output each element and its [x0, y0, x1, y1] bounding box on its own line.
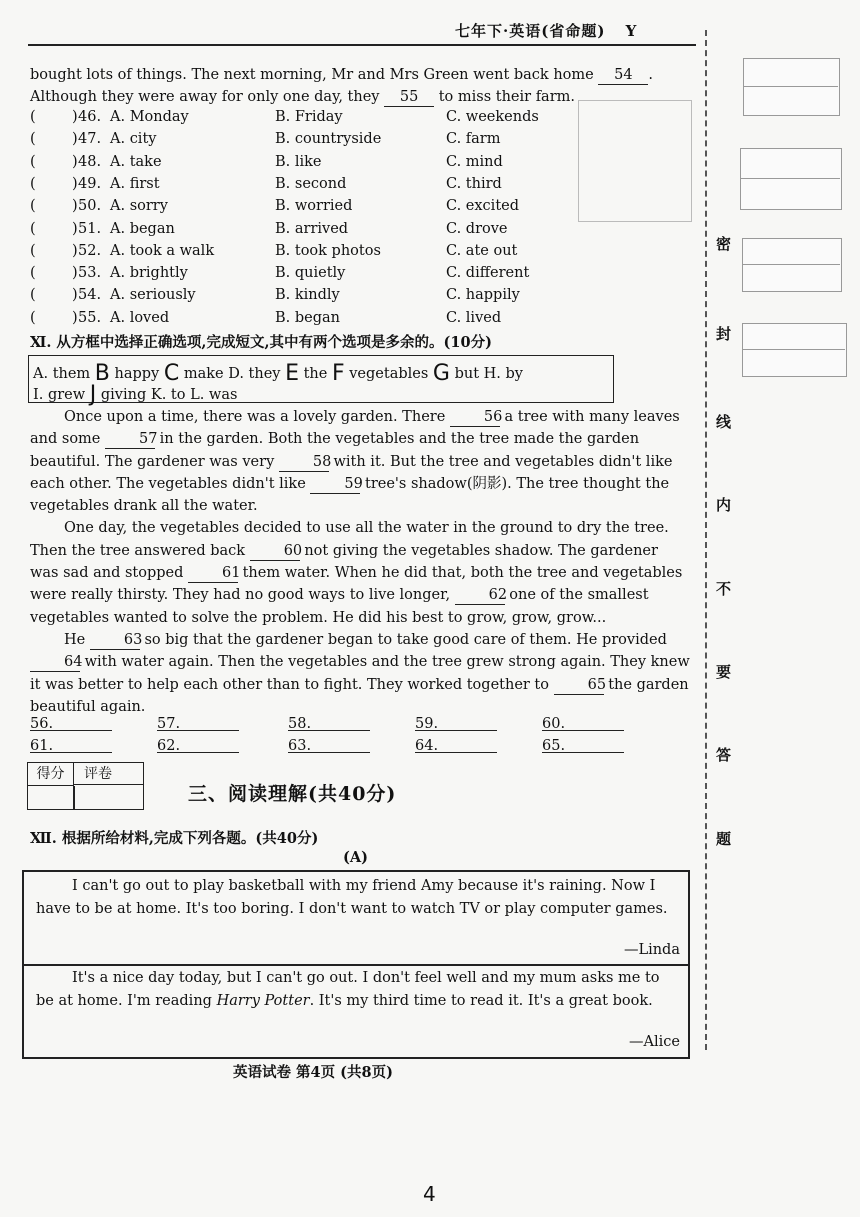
answer-paren-open[interactable]: ( [30, 309, 36, 326]
answer-paren-open[interactable]: ( [30, 198, 36, 215]
question-number: 51. [78, 220, 102, 237]
option-a: A. sorry [110, 198, 168, 215]
cloze-line1: bought lots of things. The next morning, Mr and Mrs Green went back home [30, 67, 594, 83]
question-number: 52. [78, 242, 102, 259]
header-letter: Y [625, 22, 638, 40]
score-box-divider [73, 786, 75, 809]
p2-s4: one of the smallest vegetables wanted to solve the problem. He did his best to grow, grow, grow... [30, 587, 649, 626]
score-label: 得分 [28, 763, 74, 786]
p3-s1: He [64, 631, 86, 648]
section12-sub: (A) [343, 849, 368, 866]
option-b: B. like [275, 153, 322, 170]
mc-question-row [30, 221, 590, 243]
answer-paren-close: ) [72, 220, 78, 237]
answer-paren-open[interactable]: ( [30, 153, 36, 170]
scan-artifact [578, 100, 692, 222]
question-number: 49. [78, 175, 102, 192]
p2-s2: not giving the vegetables shadow. The gardener was sad and stopped [30, 542, 658, 582]
answer-num-56: 56. [30, 716, 54, 732]
option-a: A. began [110, 220, 175, 237]
bank-f: vegetables [349, 366, 429, 382]
p1-s2: a tree with many leaves and some [30, 409, 680, 448]
answer-paren-open[interactable]: ( [30, 175, 36, 192]
answer-paren-close: ) [72, 265, 78, 282]
passage-p1 [30, 406, 690, 517]
side-info-line-3 [742, 264, 840, 265]
option-c: C. weekends [446, 109, 539, 125]
answer-paren-close: ) [72, 153, 78, 170]
bank-c: make [183, 366, 224, 382]
side-info-box-2 [740, 148, 842, 210]
alice-signature: —Alice [629, 1034, 680, 1050]
answer-line-56[interactable] [30, 716, 112, 731]
answer-num-64: 64. [415, 738, 439, 754]
blank-57[interactable]: 57 [105, 430, 155, 449]
answer-paren-close: ) [72, 175, 78, 192]
answer-paren-close: ) [72, 287, 78, 304]
answer-paren-open[interactable]: ( [30, 109, 36, 125]
side-info-box-4 [742, 323, 847, 377]
side-info-box-1 [743, 58, 840, 116]
option-b: B. quietly [275, 265, 346, 282]
side-info-line-4 [742, 349, 845, 350]
p2-s3: them water. When he did that, both the tree and vegetables were really thirsty. They had no good ways to live longer, [30, 565, 683, 604]
question-number: 47. [78, 131, 102, 148]
page-number: 4 [423, 1182, 436, 1206]
option-c: C. third [446, 175, 502, 192]
answer-paren-close: ) [72, 109, 78, 125]
p1-s4: with it. But the tree and vegetables didn't like each other. The vegetables didn't like [30, 453, 673, 492]
answer-line-57[interactable] [157, 716, 239, 731]
p2-s1: One day, the vegetables decided to use all the water in the ground to dry the tree. Then the tree answered back [30, 520, 669, 559]
answer-paren-open[interactable]: ( [30, 242, 36, 259]
score-box [27, 762, 144, 810]
answer-num-60: 60. [542, 716, 566, 732]
part3-title: 三、阅读理解(共40分) [188, 783, 397, 805]
bank-g: but [454, 366, 480, 382]
option-a: A. loved [110, 309, 170, 326]
question-number: 50. [78, 198, 102, 215]
answer-line-63[interactable] [288, 738, 370, 753]
answer-line-65[interactable] [542, 738, 624, 753]
option-a: A. brightly [110, 265, 188, 282]
seal-char: 内 [716, 496, 732, 514]
blank-65[interactable]: 65 [554, 676, 604, 695]
option-b: B. arrived [275, 220, 349, 237]
seal-char: 封 [716, 325, 732, 343]
bank-i: I. grew [33, 387, 86, 403]
linda-signature: —Linda [623, 942, 680, 958]
answer-line-58[interactable] [288, 716, 370, 731]
option-c: C. lived [446, 309, 502, 326]
p1-s1: Once upon a time, there was a lovely garden. There [64, 409, 446, 425]
option-a: A. take [110, 153, 162, 170]
answer-num-61: 61. [30, 738, 54, 754]
option-b: B. second [275, 175, 347, 192]
mc-question-row [30, 154, 590, 176]
reading-box-a [22, 870, 690, 1059]
mc-question-row [30, 198, 590, 220]
option-c: C. ate out [446, 242, 518, 259]
blank-63[interactable]: 63 [90, 631, 140, 650]
answer-num-59: 59. [415, 716, 439, 732]
answer-line-62[interactable] [157, 738, 239, 753]
passage-p2 [30, 517, 690, 628]
option-a: A. Monday [110, 109, 189, 125]
answer-paren-close: ) [72, 309, 78, 326]
answer-paren-close: ) [72, 242, 78, 259]
blank-55[interactable]: 55 [384, 88, 434, 107]
seal-char: 答 [716, 746, 732, 764]
question-number: 55. [78, 309, 102, 326]
section12-title: Ⅻ. 根据所给材料,完成下列各题。(共40分) [30, 830, 319, 847]
cloze-line2: Although they were away for only one day, they [30, 89, 380, 106]
passage [30, 406, 690, 718]
header-series [455, 20, 637, 41]
seal-char: 密 [716, 235, 732, 253]
p1-s5: tree's shadow(阴影). The tree thought the vegetables drank all the water. [30, 475, 670, 515]
seal-line [705, 30, 707, 1050]
reading-divider [24, 964, 688, 966]
bank-h: H. by [483, 366, 523, 382]
handwritten-letter-j: J [89, 382, 97, 407]
option-c: C. happily [446, 287, 520, 304]
option-b: B. kindly [275, 287, 340, 304]
option-b: B. began [275, 309, 341, 326]
alice-text [36, 967, 678, 1012]
answer-paren-open[interactable]: ( [30, 220, 36, 237]
bank-b: happy [114, 366, 160, 382]
blank-64[interactable]: 64 [30, 653, 80, 672]
option-a: A. took a walk [110, 242, 215, 259]
seal-char: 线 [716, 413, 732, 431]
mc-question-row [30, 131, 590, 153]
alice-text-a: It's a nice day today, but I can't go out. I don't feel well and my mum asks me to be at home. I'm reading [36, 970, 660, 1009]
cloze-line2-end: to miss their farm. [438, 89, 575, 106]
bank-e: the [303, 366, 328, 382]
mc-question-row [30, 109, 590, 131]
answer-paren-open[interactable]: ( [30, 265, 36, 282]
handwritten-letter-f: F [331, 361, 345, 386]
answer-line-59[interactable] [415, 716, 497, 731]
passage-p3 [30, 629, 690, 718]
answer-paren-close: ) [72, 198, 78, 215]
p3-s4: the garden beautiful again. [30, 676, 689, 715]
option-a: A. first [110, 175, 160, 192]
blank-59[interactable]: 59 [310, 475, 360, 494]
blank-54[interactable]: 54 [598, 66, 648, 85]
handwritten-letter-b: B [94, 361, 110, 386]
mc-question-row [30, 287, 590, 309]
seal-char: 不 [716, 580, 732, 598]
word-bank [28, 355, 614, 407]
handwritten-letter-e: E [285, 361, 299, 386]
option-c: C. different [446, 265, 530, 282]
answer-paren-open[interactable]: ( [30, 131, 36, 148]
alice-text-b: . It's my third time to read it. It's a great book. [309, 992, 653, 1009]
answer-num-58: 58. [288, 716, 312, 732]
question-number: 48. [78, 153, 102, 170]
word-bank-line2 [33, 380, 237, 405]
option-b: B. Friday [275, 109, 343, 125]
bank-d: D. they [228, 366, 281, 382]
option-b: B. took photos [275, 242, 381, 259]
side-info-line-1 [743, 86, 838, 87]
p3-s3: with water again. Then the vegetables and the tree grew strong again. They knew it was better to help each other than to fight. They worked together to [30, 654, 690, 693]
bank-j: giving [100, 387, 147, 403]
blank-62[interactable]: 62 [455, 586, 505, 605]
answer-paren-open[interactable]: ( [30, 287, 36, 304]
option-a: A. seriously [110, 287, 196, 304]
cloze-end-text: bought lots of things. The next morning, Mr and Mrs Green went back home 54 . Although they were away for only one day, they 55 to miss their farm. [30, 67, 653, 106]
linda-text: I can't go out to play basketball with my friend Amy because it's raining. Now I have to be at home. It's too boring. I don't want to watch TV or play computer games. [36, 878, 668, 917]
answer-line-60[interactable] [542, 716, 624, 731]
section11-title: Ⅺ. 从方框中选择正确选项,完成短文,其中有两个选项是多余的。(10分) [30, 334, 492, 351]
answer-num-62: 62. [157, 738, 181, 754]
header-rule [28, 44, 696, 46]
mc-question-row [30, 310, 590, 332]
option-c: C. drove [446, 220, 508, 237]
answer-num-63: 63. [288, 738, 312, 754]
side-info-box-3 [742, 238, 842, 292]
option-c: C. farm [446, 131, 501, 148]
seal-char: 题 [716, 830, 732, 848]
handwritten-letter-g: G [432, 361, 450, 386]
bank-l: L. was [190, 387, 238, 403]
reviewer-label: 评卷 [74, 763, 143, 785]
p3-s2: so big that the gardener began to take good care of them. He provided [144, 631, 667, 648]
option-a: A. city [110, 131, 157, 148]
mc-question-row [30, 176, 590, 198]
answer-line-61[interactable] [30, 738, 112, 753]
answer-line-64[interactable] [415, 738, 497, 753]
blank-61[interactable]: 61 [188, 564, 238, 583]
side-info-line-2 [740, 178, 840, 179]
mc-question-row [30, 243, 590, 265]
option-b: B. worried [275, 198, 353, 215]
answer-num-57: 57. [157, 716, 181, 732]
blank-58[interactable]: 58 [279, 453, 329, 472]
option-c: C. mind [446, 153, 503, 170]
answer-paren-close: ) [72, 131, 78, 148]
answer-num-65: 65. [542, 738, 566, 754]
seal-char: 要 [716, 663, 732, 681]
mc-question-row [30, 265, 590, 287]
handwritten-letter-c: C [163, 361, 180, 386]
option-b: B. countryside [275, 131, 382, 148]
option-c: C. excited [446, 198, 520, 215]
blank-56[interactable]: 56 [450, 408, 500, 427]
bank-k: K. to [150, 387, 186, 403]
question-number: 53. [78, 265, 102, 282]
question-number: 54. [78, 287, 102, 304]
blank-60[interactable]: 60 [250, 542, 300, 561]
p1-s3: in the garden. Both the vegetables and the tree made the garden beautiful. The gardener was very [30, 431, 640, 470]
page-footer: 英语试卷 第4页 (共8页) [233, 1064, 393, 1081]
book-title: Harry Potter [216, 992, 310, 1009]
header-series-text: 七年下·英语(省命题) [455, 22, 606, 40]
bank-a: A. them [33, 366, 91, 382]
question-number: 46. [78, 109, 102, 125]
